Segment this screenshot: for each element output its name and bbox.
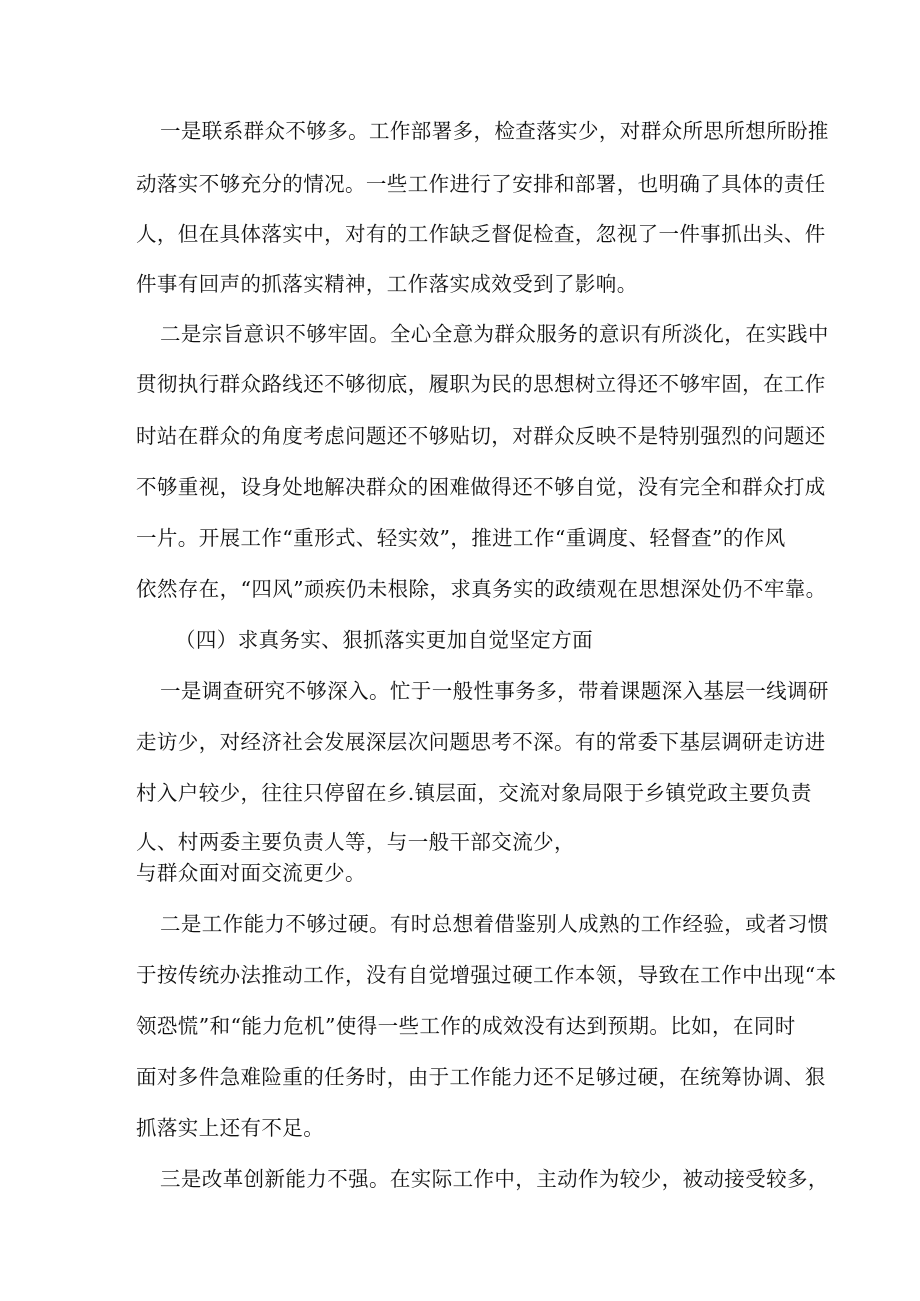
paragraph-5-line-1: 三是改革创新能力不强。在实际工作中，主动作为较少，被动接受较多，	[160, 1167, 829, 1191]
paragraph-4-line-4: 面对多件急难险重的任务时，由于工作能力还不足够过硬，在统筹协调、狠	[136, 1065, 826, 1089]
paragraph-3-line-1: 一是调查研究不够深入。忙于一般性事务多，带着课题深入基层一线调研	[160, 679, 829, 703]
paragraph-4-line-3: 领恐慌”和“能力危机”使得一些工作的成效没有达到预期。比如，在同时	[136, 1014, 796, 1038]
paragraph-1-line-2: 动落实不够充分的情况。一些工作进行了安排和部署，也明确了具体的责任	[136, 172, 826, 196]
paragraph-2-line-5: 一片。开展工作“重形式、轻实效”，推进工作“重调度、轻督查”的作风	[136, 526, 786, 550]
paragraph-4-line-5: 抓落实上还有不足。	[136, 1116, 325, 1140]
paragraph-2-line-1: 二是宗旨意识不够牢固。全心全意为群众服务的意识有所淡化，在实践中	[160, 322, 829, 346]
paragraph-3-line-2: 走访少，对经济社会发展深层次问题思考不深。有的常委下基层调研走访进	[136, 730, 826, 754]
paragraph-3-line-4: 人、村两委主要负责人等，与一般干部交流少，	[136, 830, 575, 854]
paragraph-2-line-2: 贯彻执行群众路线还不够彻底，履职为民的思想树立得还不够牢固，在工作	[136, 372, 826, 396]
paragraph-3-line-5: 与群众面对面交流更少。	[136, 861, 366, 885]
paragraph-1-line-3: 人，但在具体落实中，对有的工作缺乏督促检查，忽视了一件事抓出头、件	[136, 222, 826, 246]
paragraph-4-line-2: 于按传统办法推动工作，没有自觉增强过硬工作本领，导致在工作中出现“本	[136, 963, 837, 987]
paragraph-1-line-4: 件事有回声的抓落实精神，工作落实成效受到了影响。	[136, 272, 638, 296]
section-heading: （四）求真务实、狠抓落实更加自觉坚定方面	[175, 628, 593, 652]
paragraph-1-line-1: 一是联系群众不够多。工作部署多，检查落实少，对群众所思所想所盼推	[160, 119, 829, 143]
paragraph-2-line-6: 依然存在，“四风”顽疾仍未根除，求真务实的政绩观在思想深处仍不牢靠。	[136, 577, 827, 601]
paragraph-2-line-4: 不够重视，设身处地解决群众的困难做得还不够自觉，没有完全和群众打成	[136, 475, 826, 499]
paragraph-4-line-1: 二是工作能力不够过硬。有时总想着借鉴别人成熟的工作经验，或者习惯	[160, 912, 829, 936]
paragraph-2-line-3: 时站在群众的角度考虑问题还不够贴切，对群众反映不是特别强烈的问题还	[136, 424, 826, 448]
paragraph-3-line-3: 村入户较少，往往只停留在乡.镇层面，交流对象局限于乡镇党政主要负责	[136, 781, 812, 805]
